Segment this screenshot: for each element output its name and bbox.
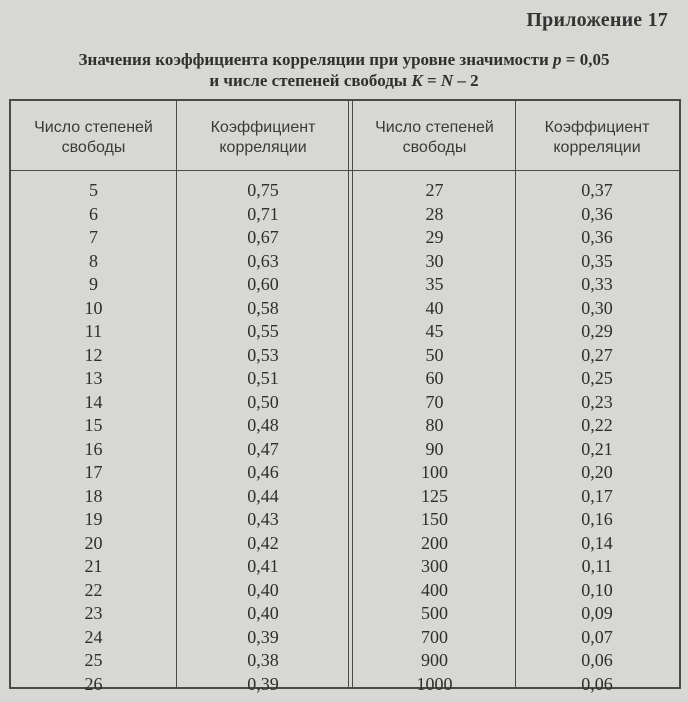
- table-cell-r: 0,58: [247, 297, 279, 318]
- table-cell-r: 0,10: [581, 579, 613, 600]
- table-cell-df: 7: [89, 227, 98, 247]
- table-cell-r: 0,16: [581, 509, 613, 529]
- table-cell-df: 400: [421, 579, 448, 600]
- table-cell-r: 0,38: [247, 650, 279, 670]
- table-cell-r: 0,60: [247, 274, 279, 294]
- table-cell-df: 27: [425, 180, 444, 200]
- table-cell-r: 0,42: [247, 532, 279, 553]
- table-cell-df: 21: [84, 556, 103, 576]
- table-cell-df: 26: [84, 673, 103, 694]
- table-cell-r: 0,50: [247, 391, 279, 412]
- title-p-variable: p: [553, 50, 562, 69]
- table-cell-df: 150: [421, 509, 448, 529]
- table-cell-df: 40: [425, 297, 444, 318]
- appendix-label: Приложение 17: [526, 9, 668, 31]
- header-r-left: [176, 118, 350, 158]
- table-cell-r: 0,71: [247, 203, 279, 224]
- table-cell-r: 0,46: [247, 462, 279, 482]
- table-cell-r: 0,09: [581, 603, 613, 623]
- correlation-table: [9, 99, 681, 694]
- table-cell-df: 90: [425, 438, 444, 459]
- right-df-list: [354, 179, 515, 696]
- table-cell-df: 11: [84, 321, 103, 341]
- title-line-2: [0, 70, 688, 91]
- right-r-list: [515, 179, 679, 696]
- left-df-column: [11, 101, 176, 694]
- header-df-left: [11, 118, 176, 158]
- table-cell-r: 0,67: [247, 227, 279, 247]
- table-cell-df: 900: [421, 650, 448, 670]
- table-cell-df: 13: [84, 368, 103, 388]
- table-cell-df: 500: [421, 603, 448, 623]
- table-cell-df: 29: [425, 227, 444, 247]
- right-df-column: [354, 101, 515, 694]
- table-cell-df: 19: [84, 509, 103, 529]
- table-cell-df: 5: [89, 180, 98, 200]
- title-line-1-text: Значения коэффициента корреляции при уровне значимости: [78, 50, 554, 69]
- table-cell-r: 0,47: [247, 438, 279, 459]
- title-minus-two: – 2: [453, 71, 479, 90]
- table-cell-r: 0,06: [581, 650, 613, 670]
- table-cell-r: 0,41: [247, 556, 279, 576]
- table-cell-r: 0,21: [581, 438, 613, 459]
- table-cell-df: 28: [425, 203, 444, 224]
- table-cell-df: 125: [421, 485, 448, 506]
- table-cell-r: 0,53: [247, 344, 279, 365]
- table-cell-r: 0,06: [581, 673, 613, 694]
- table-cell-r: 0,44: [247, 485, 279, 506]
- table-cell-r: 0,51: [247, 368, 279, 388]
- table-cell-df: 45: [425, 321, 444, 341]
- table-cell-r: 0,55: [247, 321, 279, 341]
- table-cell-df: 200: [421, 532, 448, 553]
- header-line: Коэффициент: [544, 119, 650, 136]
- title-p-value: = 0,05: [561, 50, 610, 69]
- title-n-variable: N: [440, 71, 454, 90]
- table-cell-r: 0,43: [247, 509, 279, 529]
- header-line: свободы: [61, 139, 126, 156]
- table-cell-df: 24: [84, 626, 103, 647]
- header-line: свободы: [402, 139, 467, 156]
- table-cell-r: 0,25: [581, 368, 613, 388]
- table-cell-r: 0,63: [247, 250, 279, 271]
- table-cell-df: 14: [84, 391, 103, 412]
- header-line: корреляции: [219, 139, 307, 156]
- table-cell-df: 50: [425, 344, 444, 365]
- table-cell-r: 0,11: [581, 556, 613, 576]
- table-title: [0, 49, 688, 91]
- table-cell-r: 0,33: [581, 274, 613, 294]
- table-cell-df: 700: [421, 626, 448, 647]
- table-cell-r: 0,20: [581, 462, 613, 482]
- table-cell-df: 16: [84, 438, 103, 459]
- table-cell-df: 20: [84, 532, 103, 553]
- table-cell-df: 10: [84, 297, 103, 318]
- table-cell-r: 0,48: [247, 415, 279, 435]
- table-cell-r: 0,07: [581, 626, 613, 647]
- table-cell-df: 1000: [416, 673, 453, 694]
- table-cell-df: 35: [425, 274, 444, 294]
- table-cell-r: 0,23: [581, 391, 613, 412]
- table-cell-r: 0,22: [581, 415, 613, 435]
- table-cell-r: 0,27: [581, 344, 613, 365]
- table-cell-r: 0,17: [581, 485, 613, 506]
- table-cell-df: 80: [425, 415, 444, 435]
- table-cell-df: 30: [425, 250, 444, 271]
- table-cell-df: 15: [84, 415, 103, 435]
- header-line: Число степеней: [375, 119, 494, 136]
- table-cell-df: 100: [421, 462, 448, 482]
- left-df-list: [11, 179, 176, 696]
- table-cell-r: 0,35: [581, 250, 613, 271]
- table-cell-r: 0,14: [581, 532, 613, 553]
- header-line: корреляции: [553, 139, 641, 156]
- table-cell-df: 12: [84, 344, 103, 365]
- table-cell-r: 0,39: [247, 626, 279, 647]
- left-r-list: [176, 179, 350, 696]
- table-cell-r: 0,40: [247, 603, 279, 623]
- table-cell-df: 23: [84, 603, 103, 623]
- table-cell-r: 0,30: [581, 297, 613, 318]
- table-cell-r: 0,37: [581, 180, 613, 200]
- header-line: Коэффициент: [210, 119, 316, 136]
- table-cell-df: 22: [84, 579, 103, 600]
- header-r-right: [515, 118, 679, 158]
- table-cell-df: 9: [89, 274, 98, 294]
- title-equals: =: [422, 71, 441, 90]
- table-cell-df: 70: [425, 391, 444, 412]
- header-line: Число степеней: [34, 119, 153, 136]
- table-cell-r: 0,36: [581, 203, 613, 224]
- title-line-2-text: и числе степеней свободы: [209, 71, 412, 90]
- table-cell-df: 18: [84, 485, 103, 506]
- table-cell-df: 17: [84, 462, 103, 482]
- table-cell-r: 0,39: [247, 673, 279, 694]
- table-cell-df: 25: [84, 650, 103, 670]
- table-cell-df: 300: [421, 556, 448, 576]
- table-cell-r: 0,75: [247, 180, 279, 200]
- table-cell-r: 0,36: [581, 227, 613, 247]
- table-cell-df: 6: [89, 203, 98, 224]
- header-df-right: [354, 118, 515, 158]
- right-r-column: [515, 101, 679, 694]
- title-line-1: [0, 49, 688, 70]
- table-cell-df: 8: [89, 250, 98, 271]
- title-k-variable: K: [411, 71, 423, 90]
- table-cell-r: 0,29: [581, 321, 613, 341]
- left-r-column: [176, 101, 350, 694]
- double-column-divider-right: [352, 101, 353, 687]
- table-cell-df: 60: [425, 368, 444, 388]
- table-cell-r: 0,40: [247, 579, 279, 600]
